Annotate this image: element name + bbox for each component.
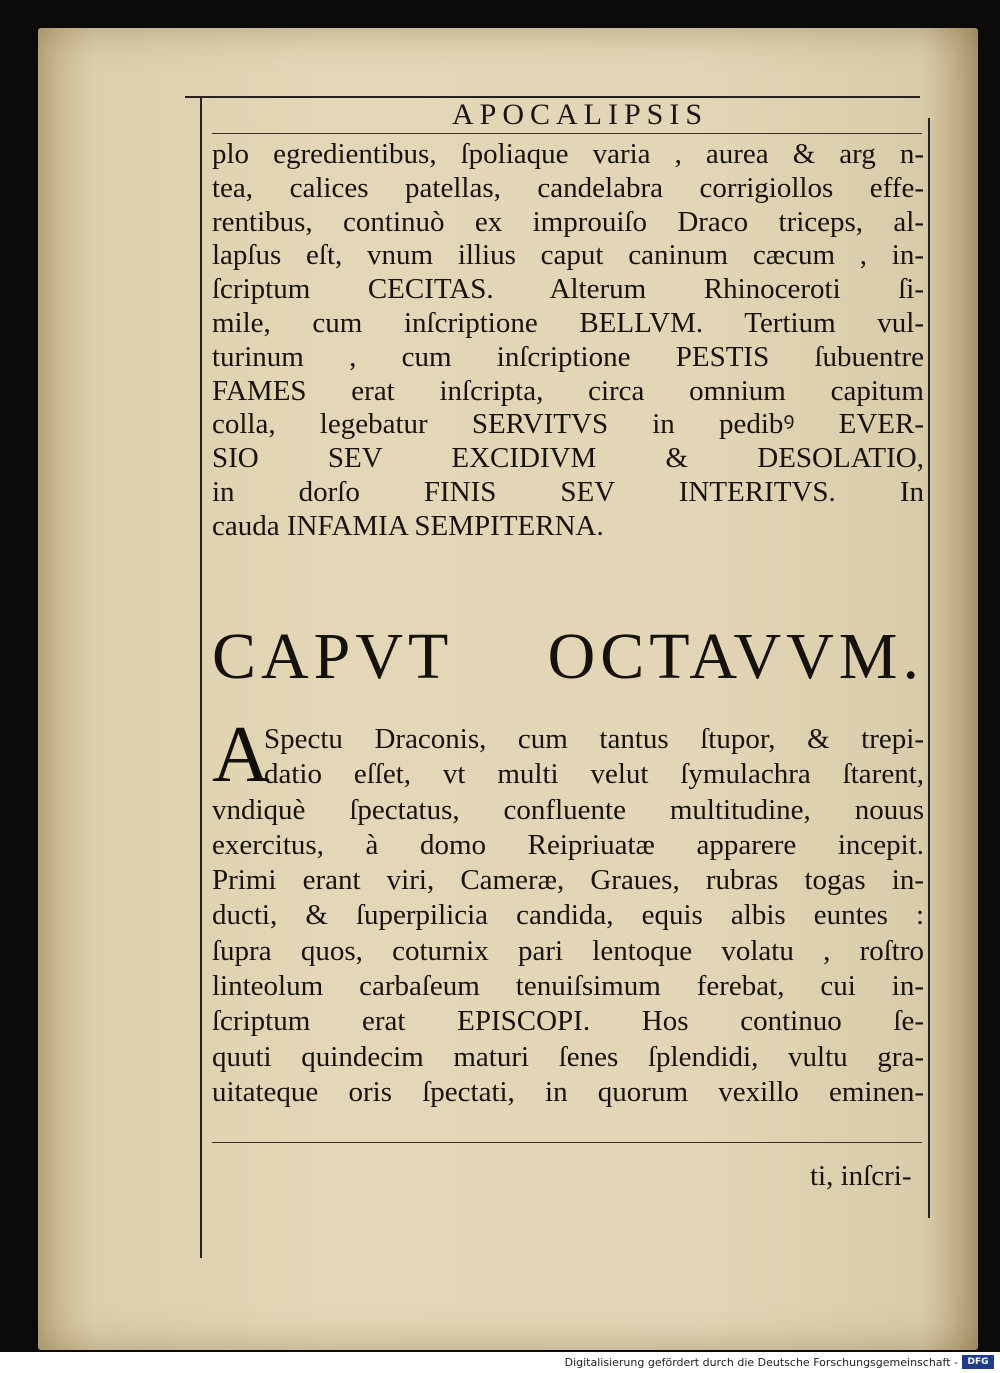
text-line: linteolum carbaſeum tenuiſsimum ferebat, cui in- xyxy=(212,970,924,1003)
text-line: tea, calices patellas, candelabra corrigiollos effe- xyxy=(212,171,924,204)
chapter-title: CAPVT OCTAVVM. xyxy=(212,620,924,693)
text-line: in dorſo FINIS SEV INTERITVS. In xyxy=(212,475,924,508)
catchword: ti, inſcri- xyxy=(810,1160,912,1192)
text-line: mile, cum inſcriptione BELLVM. Tertium vul- xyxy=(212,306,924,339)
text-block-top xyxy=(212,138,924,544)
text-line: datio eſſet, vt multi velut ſymulachra ſtarent, xyxy=(264,758,924,791)
text-line: rentibus, continuò ex improuiſo Draco triceps, al- xyxy=(212,205,924,238)
text-line: FAMES erat inſcripta, circa omnium capitum xyxy=(212,374,924,407)
left-margin-rule xyxy=(200,98,202,1258)
footer-bar xyxy=(0,1352,1000,1373)
text-line: lapſus eſt, vnum illius caput caninum cæcum , in- xyxy=(212,239,924,272)
running-head: APOCALIPSIS xyxy=(451,98,709,131)
header-rule xyxy=(212,133,922,134)
text-line: colla, legebatur SERVITVS in pedibꝰ EVER- xyxy=(212,408,924,441)
text-line: uitateque oris ſpectati, in quorum vexillo eminen- xyxy=(212,1075,924,1108)
text-line: ſupra quos, coturnix pari lentoque volatu , roſtro xyxy=(212,934,924,967)
text-line: ſcriptum erat EPISCOPI. Hos continuo ſe- xyxy=(212,1005,924,1038)
text-line: turinum , cum inſcriptione PESTIS ſubuentre xyxy=(212,340,924,373)
text-line: vndiquè ſpectatus, confluente multitudine, nouus xyxy=(212,793,924,826)
footer-credit: Digitalisierung gefördert durch die Deutsche Forschungsgemeinschaft - xyxy=(564,1356,958,1369)
text-line: quuti quindecim maturi ſenes ſplendidi, vultu gra- xyxy=(212,1040,924,1073)
right-margin-rule xyxy=(928,118,930,1218)
text-line: ducti, & ſuperpilicia candida, equis albis euntes : xyxy=(212,899,924,932)
text-line: Spectu Draconis, cum tantus ſtupor, & trepi- xyxy=(264,723,924,755)
text-line: exercitus, à domo Reipriuatæ apparere incepit. xyxy=(212,828,924,861)
dfg-logo-icon[interactable]: DFG xyxy=(962,1355,994,1369)
text-line: Primi erant viri, Cameræ, Graues, rubras togas in- xyxy=(212,864,924,897)
text-line: plo egredientibus, ſpoliaque varia , aurea & arg n- xyxy=(212,138,924,170)
text-block-bottom xyxy=(212,722,924,1110)
text-line-last: cauda INFAMIA SEMPITERNA. xyxy=(212,509,604,542)
bottom-rule xyxy=(212,1142,922,1143)
drop-cap: A xyxy=(212,711,270,799)
text-line: SIO SEV EXCIDIVM & DESOLATIO, xyxy=(212,442,924,475)
text-line: ſcriptum CECITAS. Alterum Rhinoceroti ſi- xyxy=(212,273,924,306)
